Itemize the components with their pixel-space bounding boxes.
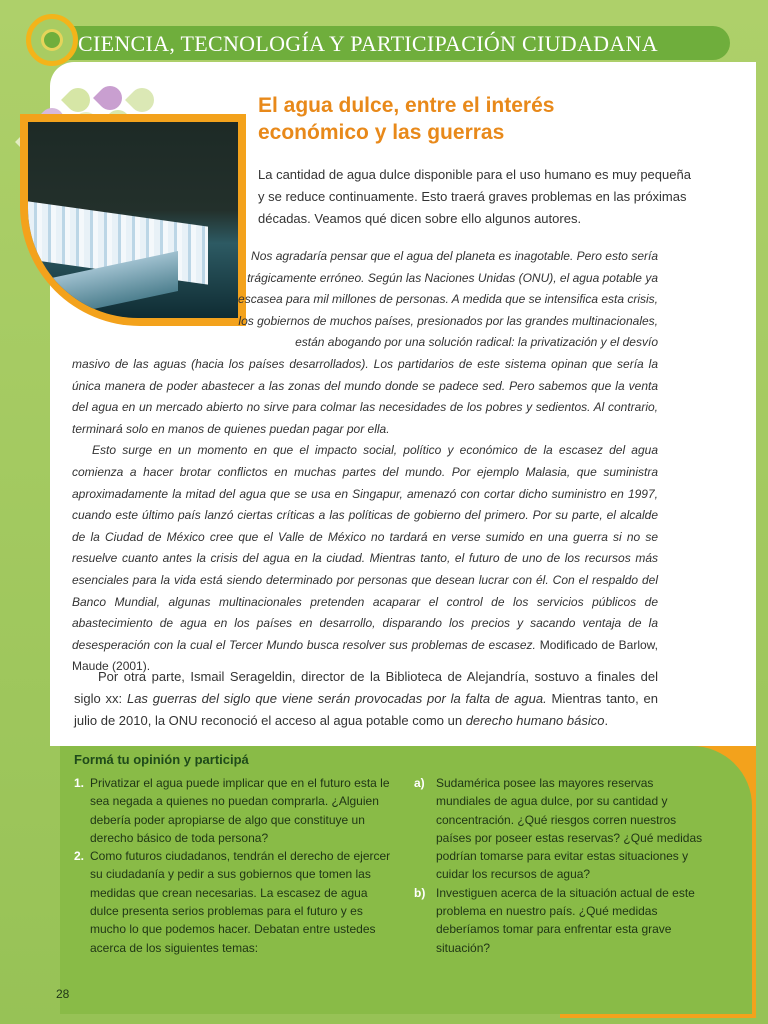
- article-paragraph-2: [74, 666, 658, 732]
- para2-quote: Las guerras del siglo que viene serán provocadas por la falta de agua.: [126, 691, 547, 706]
- glacier-photo-frame: [20, 114, 246, 326]
- para2-emphasis: derecho humano básico: [465, 713, 605, 728]
- glacier-photo: [28, 122, 238, 318]
- para2-text-b: Mientras tanto, en julio de 2010, la ONU reconoció el acceso al agua potable como un: [74, 691, 659, 728]
- activity-item-text: Como futuros ciudadanos, tendrán el derecho de ejercer su ciudadanía y pedir a sus gobiernos que tomen las medidas que crean necesarias. La escasez de agua dulce presenta serios problemas para el futuro y es mucho lo que podemos hacer. Debatan entre ustedes acerca de los siguientes temas:: [90, 849, 391, 955]
- page-number: 28: [56, 987, 70, 1001]
- quote-paragraph-1-start: Nos agradaría pensar que el agua del planeta es inagotable. Pero esto sería trágicamente erróneo. Según las Naciones Unidas (ONU), el agua potable ya escasea para mil millones de personas. A medida que se intensifica esta crisis, los gobiernos de muchos países, presionados por las grandes multinacionales, están abogando por una solución radical: la privatización y el desvío: [238, 249, 658, 350]
- article-title-line-2: económico y las guerras: [258, 121, 505, 144]
- activity-item-number: 2.: [74, 849, 85, 864]
- activity-item: [74, 774, 394, 847]
- activity-item-text: Privatizar el agua puede implicar que en el futuro esta le sea negada a quienes no puedan comprarla. ¿Alguien debería poder apropiarse de algo que constituye un derecho básico de toda persona?: [90, 776, 390, 845]
- article-title: [258, 92, 698, 146]
- activity-column-left: [74, 774, 394, 957]
- quote-paragraph-2: Esto surge en un momento en que el impacto social, político y económico de la escasez del agua comienza a hacer brotar conflictos en muchas partes del mundo. Por ejemplo Malasia, que suministra aproximadamente la mitad del agua que se usa en Singapur, amenazó con cortar dicho suministro en 1997, cuando este último país lanzó ciertas críticas a las políticas de gobierno del primero. Por su parte, el alcalde de la Ciudad de México cree que el Valle de México no tardará en verse sumido en una guerra si no se resuelve cuanto antes la crisis del agua en la ciudad. Mientras tanto, el futuro de uno de los recursos más esenciales para la vida está siendo determinado por personas que desean lucrar con él. Con el respaldo del Banco Mundial, algunas multinacionales pretenden acaparar el control de los servicios públicos de abastecimiento de agua en los países en desarrollo, disparando los precios y sacando ventaja de la desesperación con la cual el Tercer Mundo busca resolver sus problemas de escasez.: [72, 443, 658, 652]
- para2-text-c: .: [604, 713, 609, 728]
- activity-subitem: [414, 774, 710, 884]
- activity-column-right: [414, 774, 710, 957]
- activity-item: [74, 847, 394, 957]
- para2-text-a: Por otra parte, Ismail Serageldin, director de la Biblioteca de Alejandría, sostuvo a finales del siglo xx:: [74, 669, 658, 706]
- article-intro: La cantidad de agua dulce disponible para el uso humano es muy pequeña y se reduce continuamente. Esto traerá graves problemas en las próximas décadas. Veamos qué dicen sobre ello algunos autores.: [258, 167, 691, 226]
- article-title-line-1: El agua dulce, entre el interés: [258, 94, 555, 117]
- activity-subitem: [414, 884, 710, 957]
- activity-subitem-text: Sudamérica posee las mayores reservas mundiales de agua dulce, por su cantidad y concentración. ¿Qué riesgos corren nuestros países por poseer estas reservas? ¿Qué medidas podrían tomarse para evitar estas situaciones y cuidar los recursos de agua?: [436, 776, 703, 882]
- activity-subitem-letter: a): [414, 776, 425, 790]
- section-title: CIENCIA, TECNOLOGÍA Y PARTICIPACIÓN CIUDADANA: [78, 31, 658, 56]
- section-logo-core-icon: [41, 29, 63, 51]
- quote-paragraph-1-end: masivo de las aguas (hacia los países desarrollados). Los partidarios de este sistema opinan que sería la única manera de poder abastecer a las zonas del mundo donde se padece sed. Pero sabemos que la venta del agua en un mercado abierto no sirve para colmar las necesidades de los pobres y sedientos. Al contrario, terminará solo en manos de quienes puedan pagar por ella.: [72, 357, 658, 436]
- activity-subitem-text: Investiguen acerca de la situación actual de este problema en nuestro país. ¿Qué medidas deberíamos tomar para enfrentar esta grave situación?: [436, 885, 695, 955]
- activity-title: Formá tu opinión y participá: [74, 752, 249, 767]
- activity-item-number: 1.: [74, 776, 85, 790]
- quote-source: Modificado de Barlow, Maude (2001).: [72, 637, 659, 674]
- quote-body: [72, 354, 658, 678]
- activity-subitem-letter: b): [414, 885, 426, 900]
